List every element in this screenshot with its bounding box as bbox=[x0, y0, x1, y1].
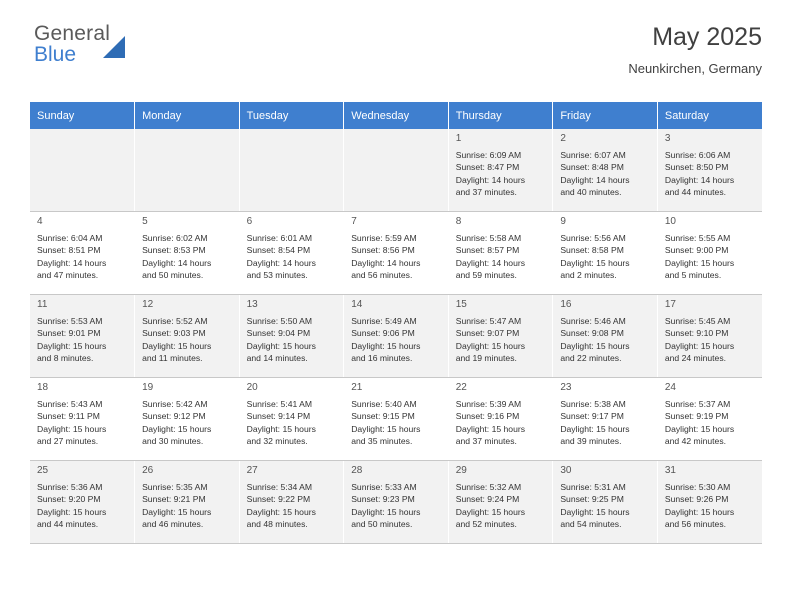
day-info-line: Sunrise: 5:50 AM bbox=[246, 315, 313, 326]
day-info-line: Daylight: 14 hours bbox=[560, 174, 630, 185]
day-info-line: Daylight: 15 hours bbox=[455, 340, 526, 351]
day-info-line: Daylight: 15 hours bbox=[664, 506, 735, 517]
day-number: 7 bbox=[351, 216, 357, 227]
weekday-header-saturday: Saturday bbox=[657, 102, 762, 129]
day-info-line: Daylight: 14 hours bbox=[351, 257, 421, 268]
day-number: 5 bbox=[142, 216, 148, 227]
day-info-line: and 44 minutes. bbox=[664, 187, 727, 198]
day-info-line: Sunrise: 5:34 AM bbox=[246, 481, 313, 492]
day-number: 21 bbox=[351, 382, 363, 393]
calendar-day-cell[interactable] bbox=[344, 461, 449, 544]
day-info-line: Daylight: 14 hours bbox=[664, 174, 735, 185]
calendar-week-row bbox=[30, 295, 762, 378]
day-info-line: Sunset: 8:54 PM bbox=[246, 245, 311, 256]
day-number: 26 bbox=[142, 465, 154, 476]
day-number: 16 bbox=[560, 299, 572, 310]
calendar-day-cell[interactable] bbox=[239, 461, 344, 544]
day-info-line: Sunrise: 5:32 AM bbox=[455, 481, 522, 492]
day-info-line: and 50 minutes. bbox=[351, 519, 413, 530]
day-info-line: and 37 minutes. bbox=[455, 187, 517, 198]
weekday-header-friday: Friday bbox=[553, 102, 658, 129]
calendar-day-cell[interactable] bbox=[30, 461, 135, 544]
calendar-empty-cell bbox=[30, 129, 135, 212]
day-info-line: Daylight: 15 hours bbox=[246, 340, 316, 351]
day-info-line: Sunrise: 5:41 AM bbox=[246, 398, 313, 409]
day-info-line: Sunset: 9:11 PM bbox=[37, 411, 100, 422]
day-info-line: Daylight: 15 hours bbox=[246, 506, 316, 517]
day-info-line: Sunrise: 5:56 AM bbox=[560, 232, 626, 243]
day-info-line: and 16 minutes. bbox=[351, 353, 413, 364]
day-info-line: Daylight: 15 hours bbox=[455, 423, 526, 434]
day-info-line: Daylight: 15 hours bbox=[37, 506, 107, 517]
day-info-line: Sunset: 9:20 PM bbox=[37, 494, 101, 505]
day-info-line: Sunset: 9:17 PM bbox=[560, 411, 624, 422]
day-info-line: Sunset: 9:03 PM bbox=[142, 328, 206, 339]
day-info-line: Sunset: 9:07 PM bbox=[455, 328, 520, 339]
calendar-day-cell[interactable] bbox=[135, 212, 240, 295]
day-number: 20 bbox=[246, 382, 258, 393]
day-info-line: Sunrise: 5:39 AM bbox=[455, 398, 522, 409]
day-info-line: and 8 minutes. bbox=[37, 353, 94, 364]
day-info-line: Sunset: 8:58 PM bbox=[560, 245, 624, 256]
day-info-line: and 14 minutes. bbox=[246, 353, 308, 364]
calendar-day-cell[interactable] bbox=[135, 461, 240, 544]
calendar-day-cell[interactable] bbox=[553, 212, 658, 295]
calendar-table bbox=[30, 102, 762, 544]
triangle-logo-icon bbox=[103, 36, 125, 58]
day-info-line: Daylight: 14 hours bbox=[37, 257, 107, 268]
day-number: 2 bbox=[560, 133, 566, 144]
calendar-day-cell[interactable] bbox=[239, 378, 344, 461]
day-info-line: Daylight: 14 hours bbox=[246, 257, 316, 268]
day-info-line: and 59 minutes. bbox=[455, 270, 517, 281]
day-number: 31 bbox=[664, 465, 676, 476]
calendar-day-cell[interactable] bbox=[553, 378, 658, 461]
calendar-day-cell[interactable] bbox=[30, 295, 135, 378]
calendar-week-row bbox=[30, 129, 762, 212]
calendar-day-cell[interactable] bbox=[657, 129, 762, 212]
day-info-line: Daylight: 15 hours bbox=[351, 340, 421, 351]
day-info-line: and 22 minutes. bbox=[560, 353, 622, 364]
calendar-day-cell[interactable] bbox=[448, 212, 553, 295]
day-number: 3 bbox=[664, 133, 671, 144]
day-info-line: and 5 minutes. bbox=[664, 270, 722, 281]
day-info-line: Sunrise: 6:07 AM bbox=[560, 149, 626, 160]
calendar-day-cell[interactable] bbox=[657, 461, 762, 544]
calendar-day-cell[interactable] bbox=[553, 129, 658, 212]
logo-text-blue: Blue bbox=[34, 43, 77, 66]
calendar-week-row bbox=[30, 212, 762, 295]
page-header bbox=[30, 22, 762, 88]
day-number: 17 bbox=[664, 299, 676, 310]
day-info-line: Sunset: 9:10 PM bbox=[664, 328, 729, 339]
day-number: 28 bbox=[351, 465, 363, 476]
day-info-line: and 35 minutes. bbox=[351, 436, 413, 447]
day-number: 18 bbox=[37, 382, 49, 393]
day-info-line: Sunset: 8:51 PM bbox=[37, 245, 101, 256]
day-info-line: Sunrise: 5:53 AM bbox=[37, 315, 103, 326]
day-info-line: Daylight: 15 hours bbox=[142, 340, 212, 351]
day-info-line: Sunrise: 5:46 AM bbox=[560, 315, 626, 326]
day-info-line: Daylight: 15 hours bbox=[351, 506, 421, 517]
day-info-line: and 40 minutes. bbox=[560, 187, 622, 198]
day-info-line: Sunset: 9:08 PM bbox=[560, 328, 624, 339]
day-number: 23 bbox=[560, 382, 572, 393]
calendar-day-cell[interactable] bbox=[448, 461, 553, 544]
day-number: 15 bbox=[455, 299, 467, 310]
day-number: 11 bbox=[37, 299, 48, 310]
day-info-line: Sunrise: 5:42 AM bbox=[142, 398, 208, 409]
calendar-header-row bbox=[30, 102, 762, 129]
day-info-line: Daylight: 14 hours bbox=[142, 257, 212, 268]
calendar-empty-cell bbox=[239, 129, 344, 212]
calendar-day-cell[interactable] bbox=[30, 212, 135, 295]
day-number: 25 bbox=[37, 465, 49, 476]
day-info-line: Sunrise: 5:43 AM bbox=[37, 398, 103, 409]
day-info-line: and 2 minutes. bbox=[560, 270, 617, 281]
calendar-day-cell[interactable] bbox=[553, 295, 658, 378]
day-number: 10 bbox=[664, 216, 676, 227]
day-info-line: Daylight: 15 hours bbox=[664, 340, 735, 351]
day-info-line: and 19 minutes. bbox=[455, 353, 517, 364]
day-info-line: Sunset: 9:24 PM bbox=[455, 494, 520, 505]
calendar-day-cell[interactable] bbox=[239, 295, 344, 378]
day-number: 27 bbox=[246, 465, 258, 476]
day-info-line: Sunset: 9:01 PM bbox=[37, 328, 101, 339]
day-info-line: and 46 minutes. bbox=[142, 519, 204, 530]
day-info-line: and 56 minutes. bbox=[664, 519, 727, 530]
day-info-line: Sunset: 9:21 PM bbox=[142, 494, 206, 505]
day-info-line: Sunrise: 5:33 AM bbox=[351, 481, 417, 492]
day-info-line: Sunset: 9:23 PM bbox=[351, 494, 415, 505]
day-info-line: Sunrise: 5:30 AM bbox=[664, 481, 731, 492]
day-info-line: Daylight: 14 hours bbox=[455, 257, 526, 268]
day-info-line: Daylight: 15 hours bbox=[246, 423, 316, 434]
day-info-line: Sunset: 8:53 PM bbox=[142, 245, 206, 256]
calendar-day-cell[interactable] bbox=[344, 212, 449, 295]
day-info-line: Sunset: 9:14 PM bbox=[246, 411, 311, 422]
day-info-line: and 11 minutes. bbox=[142, 353, 203, 364]
calendar-body bbox=[30, 129, 762, 544]
day-info-line: Daylight: 15 hours bbox=[560, 340, 630, 351]
weekday-header-monday: Monday bbox=[135, 102, 240, 129]
day-info-line: Sunrise: 6:02 AM bbox=[142, 232, 208, 243]
day-info-line: Sunrise: 6:09 AM bbox=[455, 149, 522, 160]
day-info-line: Sunrise: 5:35 AM bbox=[142, 481, 208, 492]
day-info-line: Sunset: 8:47 PM bbox=[455, 162, 520, 173]
day-info-line: and 53 minutes. bbox=[246, 270, 308, 281]
day-info-line: and 52 minutes. bbox=[455, 519, 517, 530]
day-info-line: Sunset: 8:50 PM bbox=[664, 162, 729, 173]
day-info-line: and 30 minutes. bbox=[142, 436, 204, 447]
day-info-line: Sunrise: 5:58 AM bbox=[455, 232, 522, 243]
calendar-day-cell[interactable] bbox=[448, 378, 553, 461]
calendar-day-cell[interactable] bbox=[657, 295, 762, 378]
day-info-line: and 50 minutes. bbox=[142, 270, 204, 281]
day-info-line: Sunrise: 6:01 AM bbox=[246, 232, 313, 243]
calendar-day-cell[interactable] bbox=[448, 129, 553, 212]
calendar-empty-cell bbox=[135, 129, 240, 212]
day-number: 29 bbox=[455, 465, 467, 476]
day-info-line: and 32 minutes. bbox=[246, 436, 308, 447]
day-number: 30 bbox=[560, 465, 572, 476]
day-number: 13 bbox=[246, 299, 258, 310]
day-info-line: Sunrise: 5:36 AM bbox=[37, 481, 103, 492]
day-info-line: Sunrise: 5:49 AM bbox=[351, 315, 417, 326]
day-info-line: Sunset: 9:16 PM bbox=[455, 411, 520, 422]
calendar-day-cell[interactable] bbox=[135, 295, 240, 378]
page-title: May 2025 bbox=[652, 23, 762, 51]
day-info-line: Sunset: 9:06 PM bbox=[351, 328, 415, 339]
day-info-line: Daylight: 15 hours bbox=[664, 257, 735, 268]
day-info-line: Sunset: 9:26 PM bbox=[664, 494, 729, 505]
day-info-line: Sunset: 9:25 PM bbox=[560, 494, 624, 505]
day-info-line: Sunset: 9:04 PM bbox=[246, 328, 311, 339]
brand-logo bbox=[30, 22, 110, 66]
day-info-line: Daylight: 15 hours bbox=[142, 423, 212, 434]
day-info-line: Sunrise: 5:55 AM bbox=[664, 232, 731, 243]
day-info-line: Sunset: 8:56 PM bbox=[351, 245, 415, 256]
day-info-line: and 54 minutes. bbox=[560, 519, 622, 530]
day-number: 1 bbox=[455, 133, 462, 144]
day-info-line: Sunrise: 6:04 AM bbox=[37, 232, 103, 243]
day-info-line: Daylight: 15 hours bbox=[455, 506, 526, 517]
calendar-week-row bbox=[30, 378, 762, 461]
day-info-line: Daylight: 14 hours bbox=[455, 174, 526, 185]
day-info-line: Sunrise: 5:45 AM bbox=[664, 315, 731, 326]
day-info-line: Daylight: 15 hours bbox=[560, 257, 630, 268]
calendar-day-cell[interactable] bbox=[135, 378, 240, 461]
day-info-line: Daylight: 15 hours bbox=[142, 506, 212, 517]
day-info-line: Sunrise: 5:40 AM bbox=[351, 398, 417, 409]
day-info-line: and 37 minutes. bbox=[455, 436, 517, 447]
calendar-day-cell[interactable] bbox=[30, 378, 135, 461]
day-info-line: Sunrise: 5:52 AM bbox=[142, 315, 208, 326]
day-info-line: Daylight: 15 hours bbox=[664, 423, 735, 434]
day-info-line: and 48 minutes. bbox=[246, 519, 308, 530]
location-label: Neunkirchen, Germany bbox=[628, 61, 762, 76]
calendar-week-row bbox=[30, 461, 762, 544]
day-info-line: and 47 minutes. bbox=[37, 270, 99, 281]
day-info-line: Daylight: 15 hours bbox=[560, 506, 630, 517]
calendar-day-cell[interactable] bbox=[553, 461, 658, 544]
calendar-day-cell[interactable] bbox=[344, 295, 449, 378]
day-info-line: and 42 minutes. bbox=[664, 436, 727, 447]
day-number: 4 bbox=[37, 216, 43, 227]
day-info-line: Daylight: 15 hours bbox=[37, 340, 107, 351]
day-info-line: Daylight: 15 hours bbox=[560, 423, 630, 434]
day-number: 12 bbox=[142, 299, 154, 310]
day-info-line: and 44 minutes. bbox=[37, 519, 99, 530]
weekday-header-tuesday: Tuesday bbox=[239, 102, 344, 129]
day-info-line: Sunrise: 6:06 AM bbox=[664, 149, 731, 160]
day-info-line: Sunrise: 5:59 AM bbox=[351, 232, 417, 243]
day-info-line: and 56 minutes. bbox=[351, 270, 413, 281]
calendar-day-cell[interactable] bbox=[657, 212, 762, 295]
day-info-line: Sunset: 9:12 PM bbox=[142, 411, 206, 422]
day-info-line: Sunset: 8:48 PM bbox=[560, 162, 624, 173]
calendar-day-cell[interactable] bbox=[344, 378, 449, 461]
day-info-line: Sunset: 9:19 PM bbox=[664, 411, 729, 422]
calendar-empty-cell bbox=[344, 129, 449, 212]
weekday-header-wednesday: Wednesday bbox=[344, 102, 449, 129]
calendar-day-cell[interactable] bbox=[239, 212, 344, 295]
weekday-header-sunday: Sunday bbox=[30, 102, 135, 129]
day-info-line: Sunset: 9:22 PM bbox=[246, 494, 311, 505]
day-info-line: Sunrise: 5:37 AM bbox=[664, 398, 731, 409]
day-info-line: Sunset: 8:57 PM bbox=[455, 245, 520, 256]
day-number: 9 bbox=[560, 216, 566, 227]
day-info-line: Sunrise: 5:47 AM bbox=[455, 315, 522, 326]
day-number: 22 bbox=[455, 382, 467, 393]
calendar-day-cell[interactable] bbox=[448, 295, 553, 378]
weekday-header-thursday: Thursday bbox=[448, 102, 553, 129]
day-info-line: and 24 minutes. bbox=[664, 353, 727, 364]
title-block bbox=[628, 22, 762, 76]
day-info-line: and 39 minutes. bbox=[560, 436, 622, 447]
day-number: 14 bbox=[351, 299, 363, 310]
calendar-day-cell[interactable] bbox=[657, 378, 762, 461]
day-number: 6 bbox=[246, 216, 253, 227]
day-info-line: Sunset: 9:00 PM bbox=[664, 245, 729, 256]
day-info-line: Sunset: 9:15 PM bbox=[351, 411, 415, 422]
day-info-line: Daylight: 15 hours bbox=[37, 423, 107, 434]
day-info-line: Sunrise: 5:38 AM bbox=[560, 398, 626, 409]
day-info-line: and 27 minutes. bbox=[37, 436, 99, 447]
day-number: 24 bbox=[664, 382, 676, 393]
day-info-line: Daylight: 15 hours bbox=[351, 423, 421, 434]
day-number: 19 bbox=[142, 382, 154, 393]
day-number: 8 bbox=[455, 216, 462, 227]
day-info-line: Sunrise: 5:31 AM bbox=[560, 481, 626, 492]
logo-text-general: General bbox=[34, 22, 111, 45]
